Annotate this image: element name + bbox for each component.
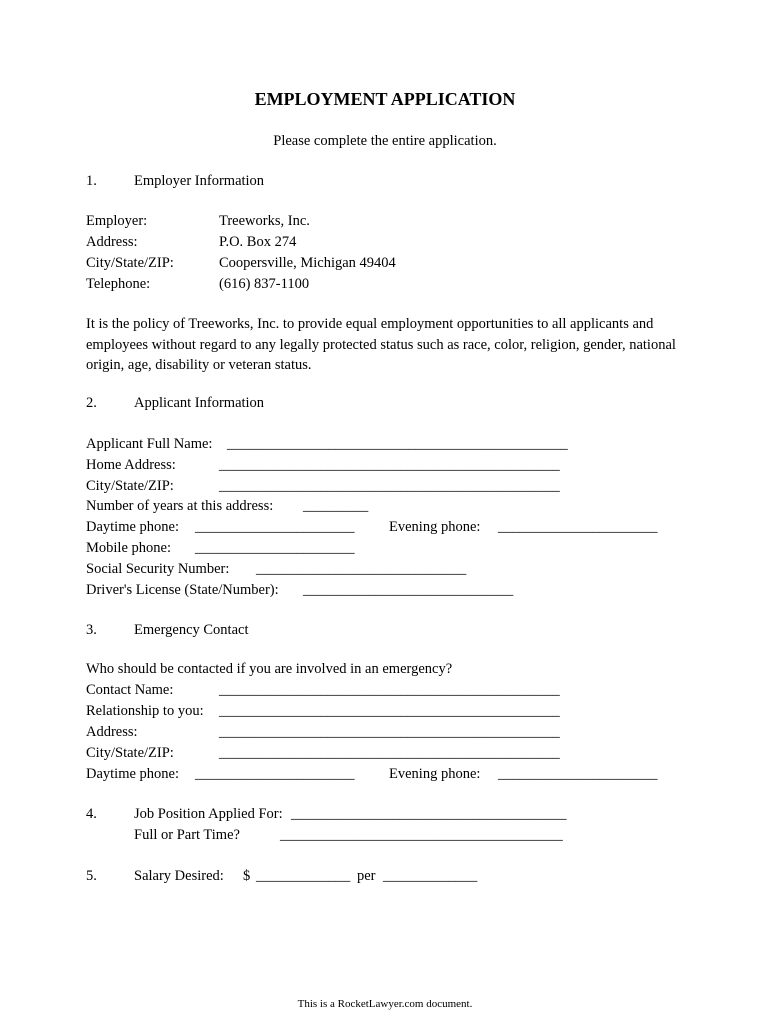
applicant-daytime-phone-field[interactable]: ______________________ bbox=[195, 519, 355, 535]
section-2-heading: Applicant Information bbox=[134, 395, 265, 411]
applicant-name-field[interactable]: _______________________________________________ bbox=[227, 436, 568, 452]
salary-label: Salary Desired: bbox=[134, 868, 224, 884]
mobile-phone-label: Mobile phone: bbox=[86, 540, 171, 556]
section-3-number: 3. bbox=[86, 622, 97, 638]
salary-period-field[interactable]: _____________ bbox=[383, 868, 478, 884]
page-title: EMPLOYMENT APPLICATION bbox=[254, 89, 516, 109]
relationship-label: Relationship to you: bbox=[86, 703, 204, 719]
years-at-address-field[interactable]: _________ bbox=[303, 498, 369, 514]
job-position-field[interactable]: ______________________________________ bbox=[291, 806, 567, 822]
applicant-city-label: City/State/ZIP: bbox=[86, 478, 174, 494]
employer-city-value: Coopersville, Michigan 49404 bbox=[219, 255, 396, 271]
employer-telephone-value: (616) 837-1100 bbox=[219, 276, 310, 292]
emergency-question: Who should be contacted if you are involved in an emergency? bbox=[86, 661, 453, 677]
contact-city-label: City/State/ZIP: bbox=[86, 745, 174, 761]
salary-amount-field[interactable]: _____________ bbox=[256, 868, 351, 884]
contact-address-label: Address: bbox=[86, 724, 138, 740]
contact-address-field[interactable]: _______________________________________________ bbox=[219, 724, 560, 740]
applicant-evening-phone-label: Evening phone: bbox=[389, 519, 481, 535]
section-1-number: 1. bbox=[86, 173, 97, 189]
years-at-address-label: Number of years at this address: bbox=[86, 498, 274, 514]
applicant-evening-phone-field[interactable]: ______________________ bbox=[498, 519, 658, 535]
contact-city-field[interactable]: _______________________________________________ bbox=[219, 745, 560, 761]
contact-name-field[interactable]: _______________________________________________ bbox=[219, 682, 560, 698]
employer-address-label: Address: bbox=[86, 234, 138, 250]
footer-note: This is a RocketLawyer.com document. bbox=[297, 998, 473, 1010]
salary-currency: $ bbox=[243, 868, 251, 884]
drivers-license-field[interactable]: _____________________________ bbox=[303, 582, 514, 598]
contact-daytime-phone-field[interactable]: ______________________ bbox=[195, 766, 355, 782]
employer-city-label: City/State/ZIP: bbox=[86, 255, 174, 271]
job-position-label: Job Position Applied For: bbox=[134, 806, 283, 822]
mobile-phone-field[interactable]: ______________________ bbox=[195, 540, 355, 556]
full-part-time-field[interactable]: _______________________________________ bbox=[280, 827, 563, 843]
contact-name-label: Contact Name: bbox=[86, 682, 174, 698]
salary-per-label: per bbox=[357, 868, 376, 884]
contact-evening-phone-field[interactable]: ______________________ bbox=[498, 766, 658, 782]
section-5-number: 5. bbox=[86, 868, 97, 884]
contact-evening-phone-label: Evening phone: bbox=[389, 766, 481, 782]
applicant-name-label: Applicant Full Name: bbox=[86, 436, 213, 452]
drivers-license-label: Driver's License (State/Number): bbox=[86, 582, 279, 598]
home-address-field[interactable]: _______________________________________________ bbox=[219, 457, 560, 473]
employer-address-value: P.O. Box 274 bbox=[219, 234, 297, 250]
employer-label: Employer: bbox=[86, 213, 148, 229]
section-2-number: 2. bbox=[86, 395, 97, 411]
relationship-field[interactable]: _______________________________________________ bbox=[219, 703, 560, 719]
applicant-city-field[interactable]: _______________________________________________ bbox=[219, 478, 560, 494]
contact-daytime-phone-label: Daytime phone: bbox=[86, 766, 180, 782]
full-part-time-label: Full or Part Time? bbox=[134, 827, 240, 843]
employer-value: Treeworks, Inc. bbox=[219, 213, 310, 229]
ssn-field[interactable]: _____________________________ bbox=[256, 561, 467, 577]
employer-telephone-label: Telephone: bbox=[86, 276, 151, 292]
page-subtitle: Please complete the entire application. bbox=[273, 133, 497, 149]
section-3-heading: Emergency Contact bbox=[134, 622, 249, 638]
ssn-label: Social Security Number: bbox=[86, 561, 230, 577]
section-1-heading: Employer Information bbox=[134, 173, 265, 189]
section-4-number: 4. bbox=[86, 806, 97, 822]
applicant-daytime-phone-label: Daytime phone: bbox=[86, 519, 180, 535]
eeo-policy-paragraph: It is the policy of Treeworks, Inc. to provide equal employment opportunities to all applicants and employees without regard to any legally protected status such as race, color, religion, gender, national origin, age, disability or veteran status. bbox=[86, 316, 676, 373]
home-address-label: Home Address: bbox=[86, 457, 176, 473]
